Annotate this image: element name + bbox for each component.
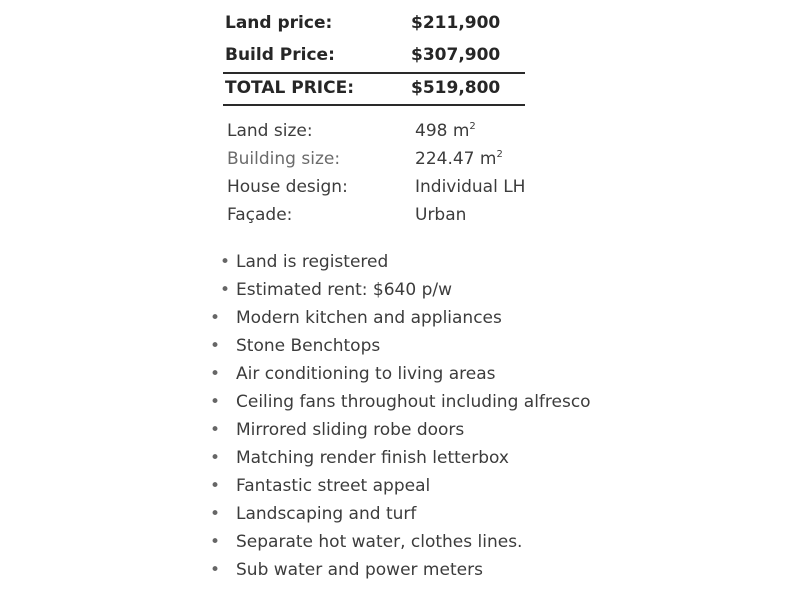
list-item — [0, 276, 800, 304]
spec-row-house-design — [227, 174, 567, 202]
spec-row-building-size — [227, 146, 567, 174]
list-item — [0, 360, 800, 388]
spec-label: Land size: — [227, 121, 313, 141]
feature-text: Stone Benchtops — [236, 336, 381, 356]
total-price-row — [223, 72, 525, 106]
bullet-icon: • — [220, 280, 231, 300]
price-summary — [223, 8, 525, 106]
build-price-label: Build Price: — [225, 45, 335, 65]
build-price-value: $307,900 — [411, 45, 501, 65]
unit-superscript: 2 — [496, 149, 503, 160]
spec-row-land-size — [227, 118, 567, 146]
spec-row-facade — [227, 202, 567, 230]
list-item — [0, 416, 800, 444]
bullet-icon: • — [210, 336, 221, 356]
bullet-icon: • — [210, 308, 221, 328]
feature-text: Mirrored sliding robe doors — [236, 420, 465, 440]
bullet-icon: • — [210, 560, 221, 580]
spec-value: 498 $m^2$ — [415, 121, 476, 141]
spec-label: Building size: — [227, 149, 341, 169]
land-price-row — [223, 8, 525, 40]
total-price-label: TOTAL PRICE: — [225, 78, 354, 98]
feature-text: Estimated rent: $640 p/w — [236, 280, 453, 300]
bullet-icon: • — [220, 252, 231, 272]
land-price-label: Land price: — [225, 13, 333, 33]
feature-text: Modern kitchen and appliances — [236, 308, 502, 328]
feature-text: Landscaping and turf — [236, 504, 417, 524]
feature-text: Sub water and power meters — [236, 560, 483, 580]
feature-text: Matching render finish letterbox — [236, 448, 509, 468]
list-item — [0, 248, 800, 276]
bullet-icon: • — [210, 392, 221, 412]
list-item — [0, 332, 800, 360]
total-price-value: $519,800 — [411, 78, 501, 98]
list-item — [0, 500, 800, 528]
bullet-icon: • — [210, 448, 221, 468]
bullet-icon: • — [210, 420, 221, 440]
list-item — [0, 472, 800, 500]
list-item — [0, 556, 800, 584]
land-price-value: $211,900 — [411, 13, 501, 33]
feature-text: Land is registered — [236, 252, 389, 272]
list-item — [0, 444, 800, 472]
spec-value: 224.47 $m^2$ — [415, 149, 503, 169]
features-list — [0, 248, 800, 584]
spec-value: Urban — [415, 205, 467, 225]
spec-label: House design: — [227, 177, 348, 197]
spec-value: Individual LH — [415, 177, 526, 197]
feature-text: Air conditioning to living areas — [236, 364, 496, 384]
bullet-icon: • — [210, 532, 221, 552]
build-price-row — [223, 40, 525, 72]
spec-label: Façade: — [227, 205, 293, 225]
feature-text: Separate hot water, clothes lines. — [236, 532, 523, 552]
bullet-icon: • — [210, 504, 221, 524]
bullet-icon: • — [210, 364, 221, 384]
bullet-icon: • — [210, 476, 221, 496]
feature-text: Ceiling fans throughout including alfresco — [236, 392, 591, 412]
unit-superscript: 2 — [469, 121, 476, 132]
list-item — [0, 304, 800, 332]
feature-text: Fantastic street appeal — [236, 476, 431, 496]
property-specs — [227, 118, 567, 230]
list-item — [0, 388, 800, 416]
list-item — [0, 528, 800, 556]
